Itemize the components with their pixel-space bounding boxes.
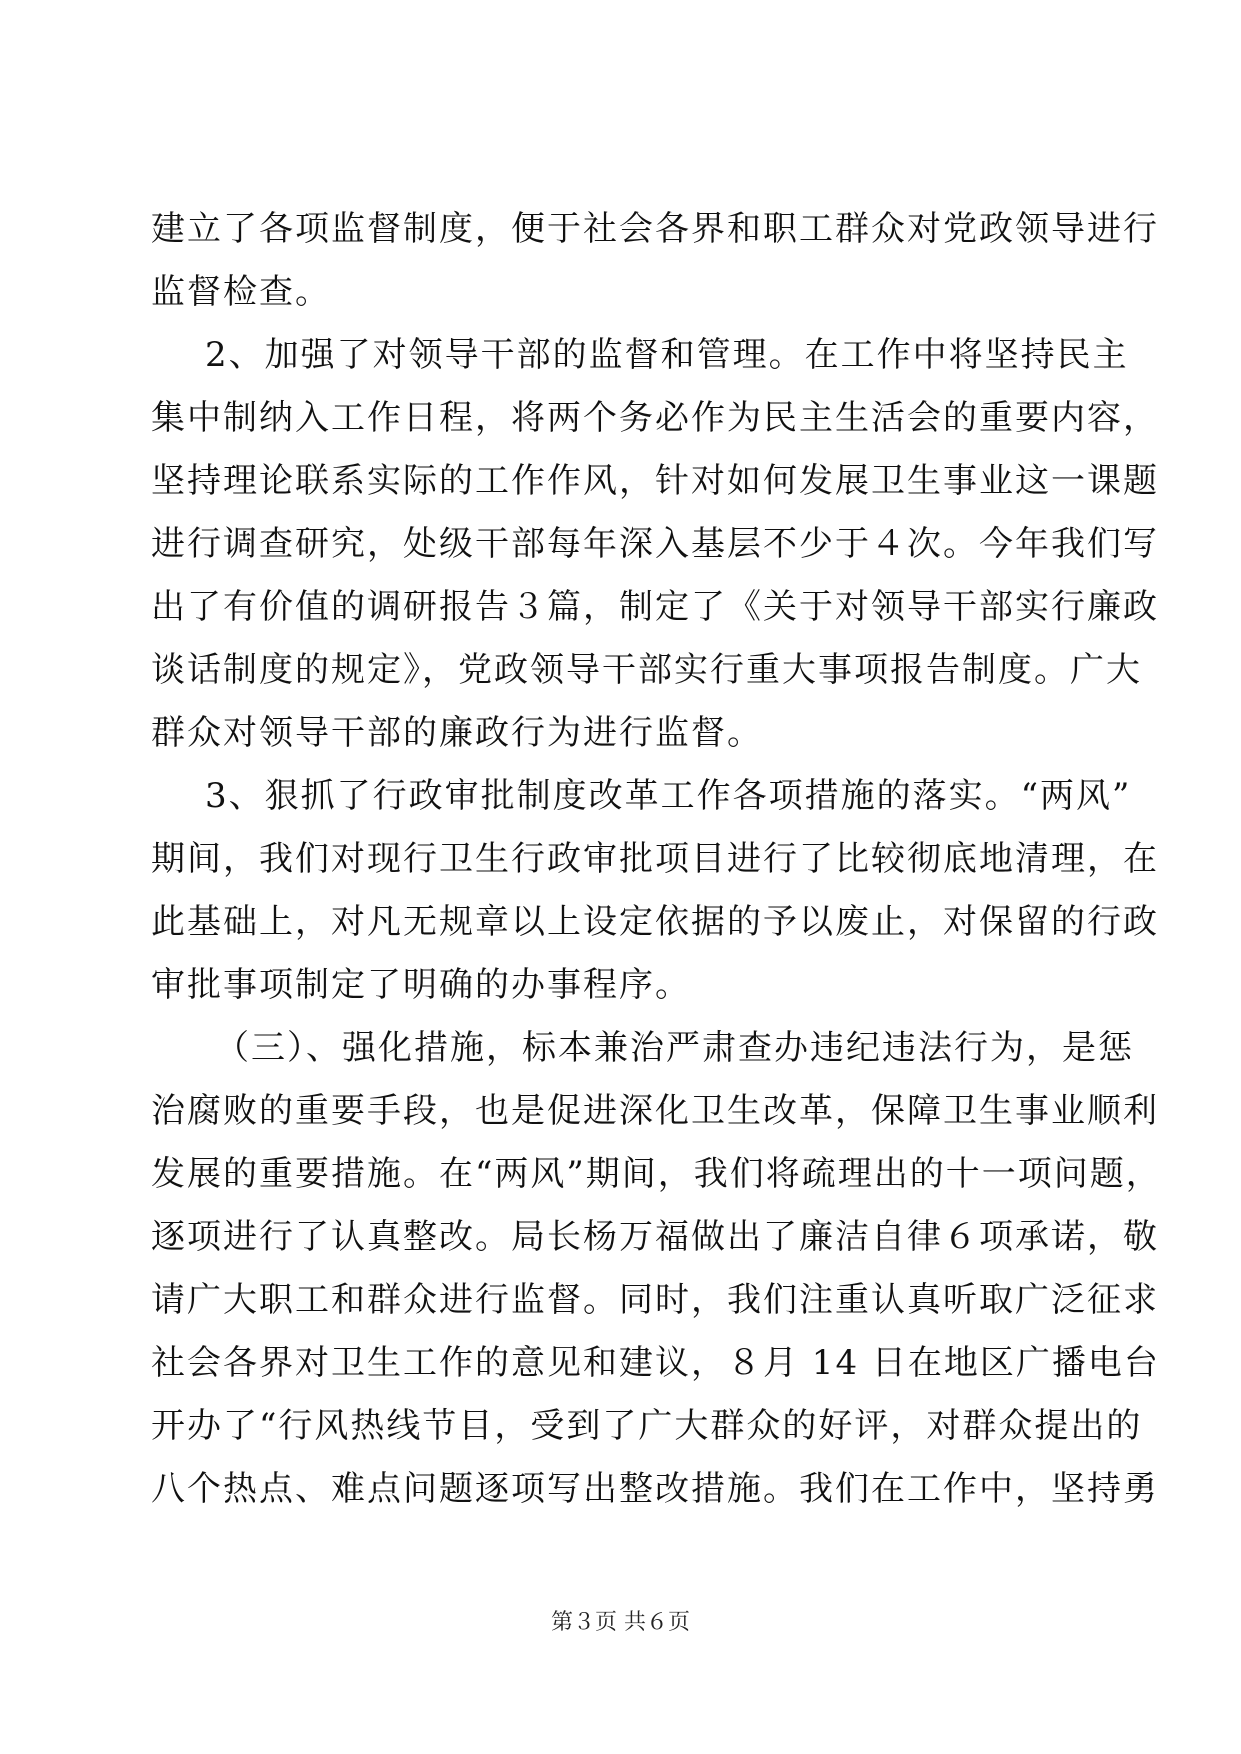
text-line: 请广大职工和群众进行监督。同时，我们注重认真听取广泛征求 [151,1280,1159,1320]
text-line: 谈话制度的规定》，党政领导干部实行重大事项报告制度。广大 [151,650,1142,690]
text-line: 3、狠抓了行政审批制度改革工作各项措施的落实。“两风” [205,776,1132,816]
text-line: 发展的重要措施。在“两风”期间，我们将疏理出的十一项问题， [151,1154,1162,1194]
text-line: （三）、强化措施，标本兼治严肃查办违纪违法行为，是惩 [215,1028,1134,1068]
page-number-footer: 第３页 共６页 [551,1610,690,1635]
text-line: 监督检查。 [151,272,331,312]
text-line: 群众对领导干部的廉政行为进行监督。 [151,713,763,753]
text-line: 进行调查研究，处级干部每年深入基层不少于４次。今年我们写 [151,524,1159,564]
text-line: 八个热点、难点问题逐项写出整改措施。我们在工作中，坚持勇 [151,1469,1159,1509]
text-line: 2、加强了对领导干部的监督和管理。在工作中将坚持民主 [205,335,1129,375]
text-line: 期间，我们对现行卫生行政审批项目进行了比较彻底地清理，在 [151,839,1159,879]
text-line: 坚持理论联系实际的工作作风，针对如何发展卫生事业这一课题 [151,461,1159,501]
text-line: 开办了“行风热线节目，受到了广大群众的好评，对群众提出的 [151,1406,1143,1446]
text-line: 建立了各项监督制度，便于社会各界和职工群众对党政领导进行 [151,209,1159,249]
text-line: 集中制纳入工作日程，将两个务必作为民主生活会的重要内容， [151,398,1159,438]
text-line: 审批事项制定了明确的办事程序。 [151,965,691,1005]
text-line: 社会各界对卫生工作的意见和建议，８月 14 日在地区广播电台 [151,1343,1160,1383]
text-line: 出了有价值的调研报告３篇，制定了《关于对领导干部实行廉政 [151,587,1159,627]
text-line: 此基础上，对凡无规章以上设定依据的予以废止，对保留的行政 [151,902,1159,942]
text-line: 治腐败的重要手段，也是促进深化卫生改革，保障卫生事业顺利 [151,1091,1159,1131]
text-line: 逐项进行了认真整改。局长杨万福做出了廉洁自律６项承诺，敬 [151,1217,1159,1257]
